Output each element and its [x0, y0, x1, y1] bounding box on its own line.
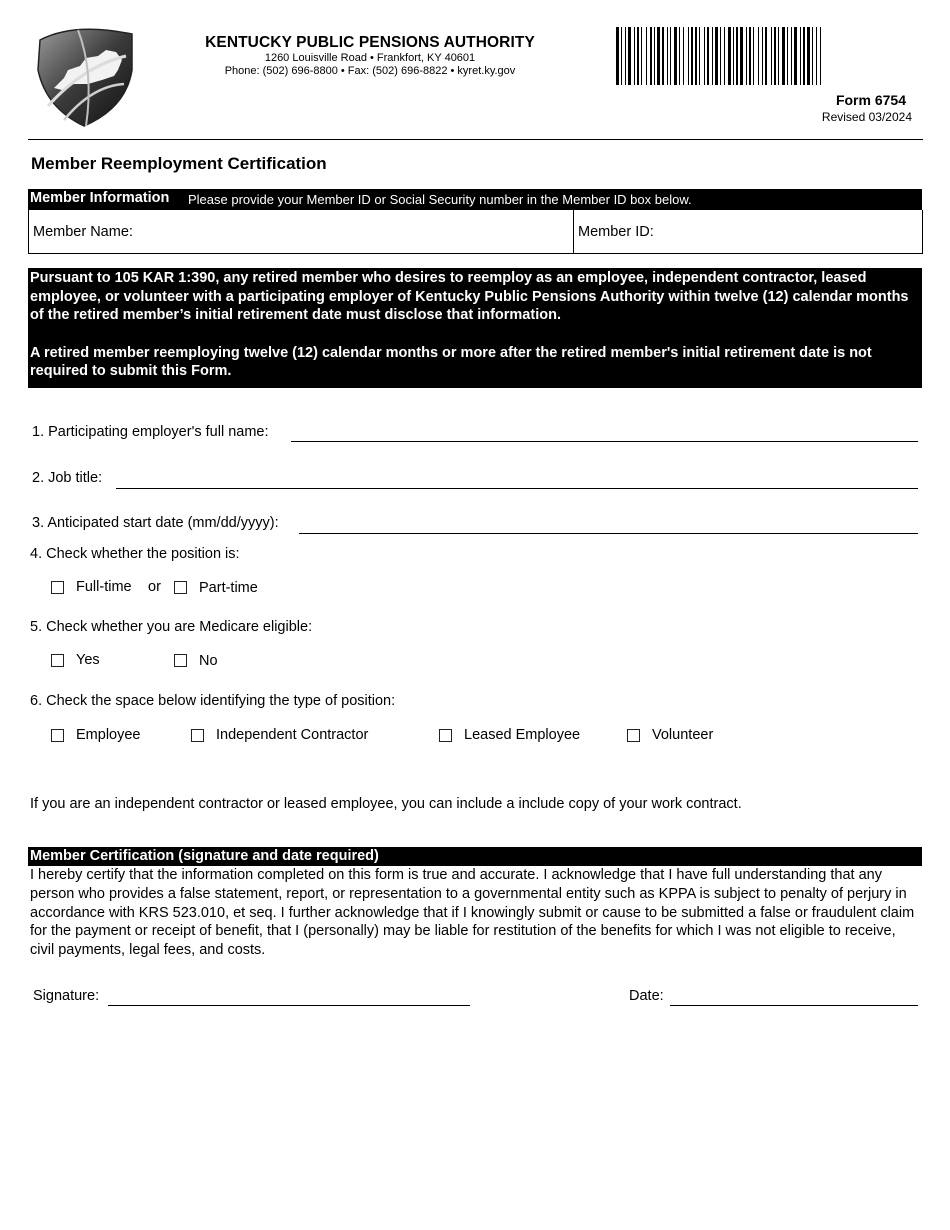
- barcode-bar: [753, 27, 754, 85]
- employer-name-label: 1. Participating employer's full name:: [32, 424, 269, 440]
- barcode-bar: [774, 27, 776, 85]
- barcode-bar: [699, 27, 700, 85]
- barcode-bar: [650, 27, 652, 85]
- kentucky-shield-logo-icon: [34, 26, 136, 128]
- organization-address: 1260 Louisville Road • Frankfort, KY 40601: [264, 52, 476, 64]
- barcode-bar: [758, 27, 759, 85]
- member-id-field[interactable]: Member ID:: [578, 224, 654, 240]
- barcode-bar: [807, 27, 810, 85]
- barcode-bar: [800, 27, 801, 85]
- start-date-input[interactable]: [299, 533, 918, 534]
- barcode-bar: [787, 27, 788, 85]
- barcode-bar: [695, 27, 697, 85]
- employer-name-input[interactable]: [291, 441, 918, 442]
- independent-contractor-checkbox[interactable]: [191, 729, 204, 742]
- barcode-bar: [771, 27, 772, 85]
- leased-employee-label: Leased Employee: [464, 727, 581, 743]
- medicare-no-label: No: [199, 653, 218, 669]
- page-title: Member Reemployment Certification: [31, 154, 327, 173]
- barcode-bar: [634, 27, 635, 85]
- barcode-bar: [720, 27, 721, 85]
- date-label: Date:: [629, 988, 664, 1004]
- notice-paragraph-1: Pursuant to 105 KAR 1:390, any retired member who desires to reemploy as an employee, independent contractor, leased employee, or volunteer with a participating employer of Kentucky Public Pensions Authority within twelve (12) calendar months of the retired member’s initial retirement date must disclose that information.: [30, 270, 909, 323]
- barcode-bar: [679, 27, 680, 85]
- barcode-bar: [715, 27, 718, 85]
- barcode-bar: [778, 27, 779, 85]
- member-info-box: [28, 210, 923, 254]
- job-title-input[interactable]: [116, 488, 918, 489]
- barcode-bar: [674, 27, 677, 85]
- barcode-bar: [637, 27, 639, 85]
- barcode-bar: [736, 27, 738, 85]
- barcode-bar: [794, 27, 797, 85]
- barcode-bar: [728, 27, 731, 85]
- barcode-bar: [621, 27, 622, 85]
- member-info-header: [28, 189, 922, 210]
- barcode-bar: [765, 27, 767, 85]
- header-divider: [28, 139, 923, 140]
- barcode-bar: [724, 27, 725, 85]
- certification-header: [28, 847, 922, 866]
- volunteer-label: Volunteer: [652, 727, 714, 743]
- barcode-bar: [683, 27, 684, 85]
- contract-note: If you are an independent contractor or leased employee, you can include a include copy of your work contract.: [30, 796, 742, 812]
- position-category-label: 6. Check the space below identifying the type of position:: [30, 693, 396, 709]
- position-type-label: 4. Check whether the position is:: [30, 546, 240, 562]
- organization-name: KENTUCKY PUBLIC PENSIONS AUTHORITY: [205, 34, 535, 51]
- employee-label: Employee: [76, 727, 141, 743]
- member-info-heading: Member Information: [30, 190, 170, 206]
- member-name-field[interactable]: Member Name:: [33, 224, 133, 240]
- certification-heading: Member Certification (signature and date required): [30, 848, 379, 864]
- form-number: Form 6754: [835, 92, 906, 108]
- barcode-bar: [688, 27, 689, 85]
- medicare-yes-checkbox[interactable]: [51, 654, 64, 667]
- barcode-bar: [740, 27, 743, 85]
- date-input[interactable]: [670, 1005, 918, 1006]
- barcode-bar: [816, 27, 817, 85]
- full-time-checkbox[interactable]: [51, 581, 64, 594]
- or-label: or: [148, 579, 161, 595]
- barcode-bar: [646, 27, 647, 85]
- barcode-bar: [749, 27, 751, 85]
- barcode-bar: [657, 27, 660, 85]
- form-revision-date: Revised 03/2024: [821, 110, 912, 124]
- signature-input[interactable]: [108, 1005, 470, 1006]
- barcode-bar: [791, 27, 792, 85]
- barcode-bar: [812, 27, 813, 85]
- volunteer-checkbox[interactable]: [627, 729, 640, 742]
- barcode-bar: [733, 27, 734, 85]
- medicare-label: 5. Check whether you are Medicare eligible:: [30, 619, 313, 635]
- barcode-bar: [691, 27, 693, 85]
- barcode-bar: [662, 27, 664, 85]
- barcode-bar: [625, 27, 626, 85]
- employee-checkbox[interactable]: [51, 729, 64, 742]
- medicare-yes-label: Yes: [76, 652, 100, 668]
- member-info-note: Please provide your Member ID or Social Security number in the Member ID box below.: [188, 192, 692, 207]
- barcode-bar: [712, 27, 713, 85]
- barcode-bar: [820, 27, 821, 85]
- part-time-checkbox[interactable]: [174, 581, 187, 594]
- barcode-bar: [803, 27, 805, 85]
- job-title-label: 2. Job title:: [32, 470, 103, 486]
- medicare-no-checkbox[interactable]: [174, 654, 187, 667]
- barcode-bar: [667, 27, 668, 85]
- barcode-bar: [616, 27, 619, 85]
- barcode-bar: [628, 27, 631, 85]
- barcode-bar: [707, 27, 709, 85]
- barcode-bar: [746, 27, 747, 85]
- independent-contractor-label: Independent Contractor: [216, 727, 369, 743]
- barcode-bar: [782, 27, 785, 85]
- eligibility-notice: [28, 268, 922, 388]
- notice-paragraph-2: A retired member reemploying twelve (12) calendar months or more after the retired member's initial retirement date is not required to submit this Form.: [30, 344, 872, 379]
- certification-text: I hereby certify that the information completed on this form is true and accurate. I acknowledge that I have full understanding that any person who provides a false statement, report, or representation to a governmental entity such as KPPA is subject to penalty of perjury in accordance with KRS 523.010, et seq. I further acknowledge that if I knowingly submit or cause to be submitted a false or fraudulent claim for the payment or receipt of benefit, that I (personally) may be liable for restitution of the benefits for which I was not eligible to receive, civil payments, legal fees, and costs.: [30, 867, 915, 959]
- member-box-divider: [573, 210, 574, 253]
- part-time-label: Part-time: [199, 580, 258, 596]
- barcode-bar: [670, 27, 671, 85]
- signature-label: Signature:: [33, 988, 100, 1004]
- barcode-bar: [641, 27, 642, 85]
- barcode-bar: [654, 27, 655, 85]
- organization-contact: Phone: (502) 696-8800 • Fax: (502) 696-8822 • kyret.ky.gov: [224, 65, 516, 77]
- full-time-label: Full-time: [76, 579, 132, 595]
- start-date-label: 3. Anticipated start date (mm/dd/yyyy):: [32, 515, 279, 531]
- barcode-bar: [762, 27, 763, 85]
- organization-header: [170, 34, 570, 78]
- leased-employee-checkbox[interactable]: [439, 729, 452, 742]
- barcode-icon: [614, 27, 924, 85]
- barcode-bar: [704, 27, 705, 85]
